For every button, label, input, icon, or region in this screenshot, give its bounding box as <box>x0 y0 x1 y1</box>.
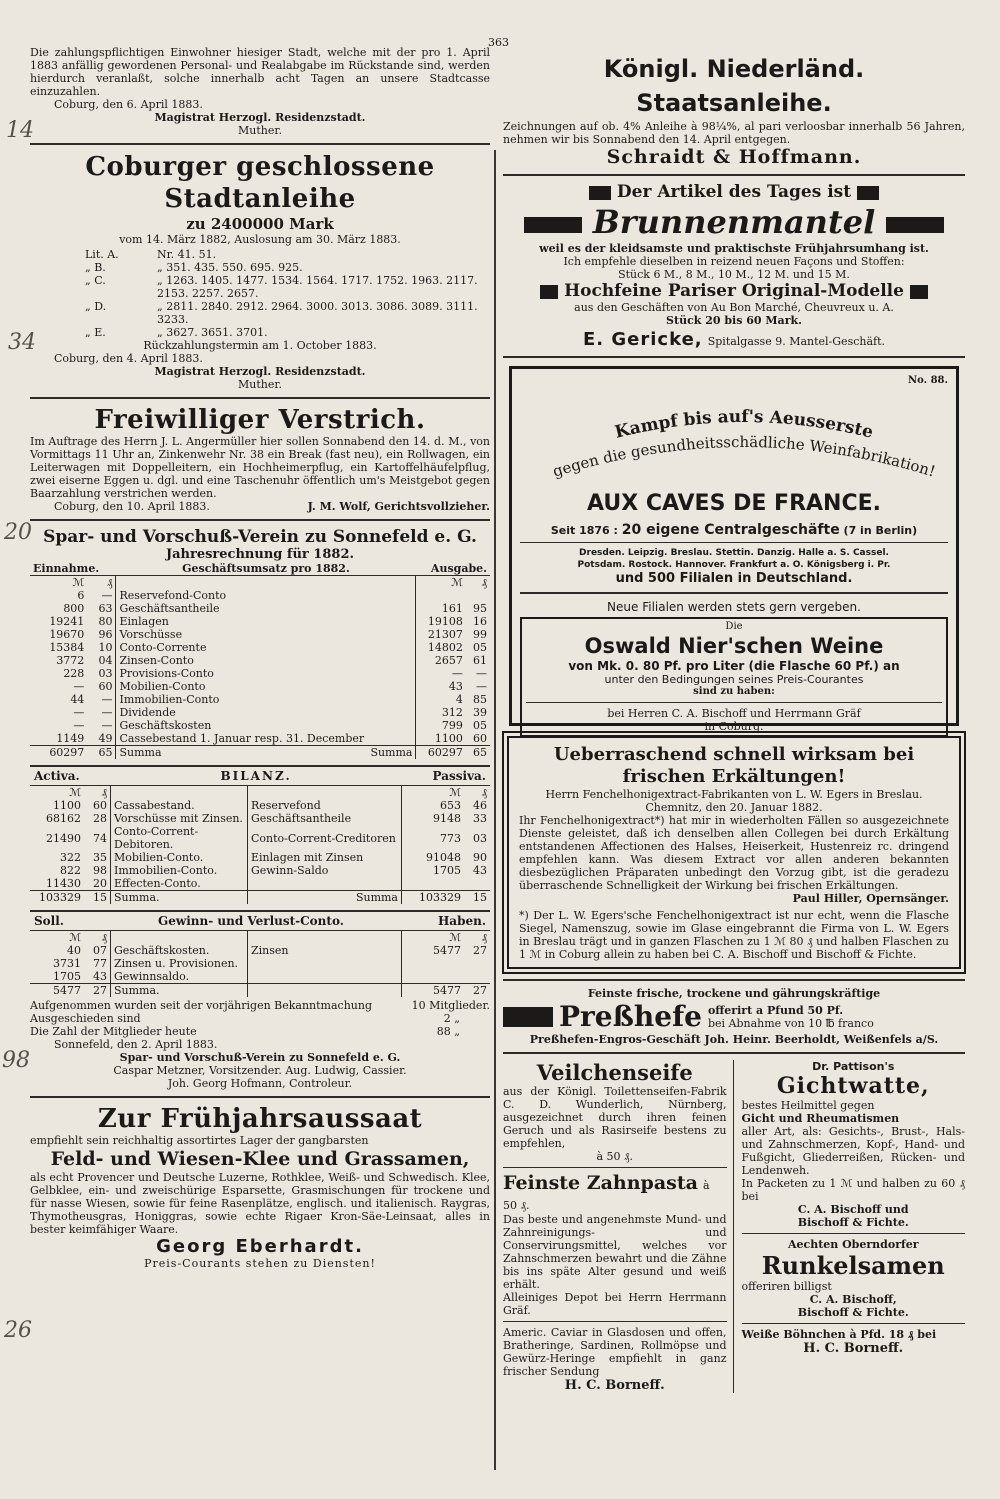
sum-cell: 27 <box>464 984 490 998</box>
sum-cell: 5477 <box>402 984 465 998</box>
member-line: Ausgeschieden sind 2 „ <box>30 1012 460 1025</box>
dutch-loan-title: Königl. Niederländ. Staatsanleihe. <box>603 55 865 117</box>
seed-subtitle: Feld- und Wiesen-Klee und Grassamen, <box>50 1148 470 1170</box>
auction-text: Im Auftrage des Herrn J. L. Angermüller hier sollen Sonnabend den 14. d. M., von Vormittags 11 Uhr an, Zinkenwehr Nr. 38 ein Break (fast neu), ein Rollwagen, ein Leiterwagen mit Doppelleitern, ein Hochheimerpflug, ein Kartoffelhäufelpflug, zwei eiserne Eggen u. dgl. und eine Taschenuhr öffentlich um's Meistgebot gegen Baarzahlung verstrichen werden. <box>30 435 490 500</box>
table-cell: 1705 <box>53 970 81 983</box>
gout-wool-bold: Gicht und Rheumatismen <box>741 1112 900 1125</box>
right-column <box>503 46 965 1393</box>
beet-seed-intro: Aechten Oberndorfer <box>787 1238 919 1251</box>
divider <box>30 1096 490 1098</box>
table-cell: 2657 <box>416 654 466 667</box>
coat-source: aus den Geschäften von Au Bon Marché, Cheuvreux u. A. <box>574 301 894 314</box>
table-cell: Geschäftskosten <box>116 719 416 732</box>
table-row <box>30 654 490 667</box>
income-header: Einnahme. <box>30 562 116 576</box>
wine-dealers: bei Herren C. A. Bischoff und Herrmann Gräf <box>607 707 861 720</box>
seed-footer: Preis-Courants stehen zu Diensten! <box>144 1257 376 1270</box>
table-cell: Einlagen mit Zinsen <box>248 851 402 864</box>
table-cell: 60 <box>473 732 487 745</box>
tax-notice <box>30 46 490 137</box>
table-cell <box>402 970 465 984</box>
divider <box>30 397 490 399</box>
table-cell <box>416 589 466 602</box>
table-cell: Cassebestand 1. Januar resp. 31. December <box>116 732 416 746</box>
toothpaste-title-line: Feinste Zahnpasta à 50 ₰. <box>503 1172 710 1212</box>
balance-table: ℳ ₰ ℳ ₰ 1100 60 Cassabestand. Reservefond 653 46 68162 28 Vorschüsse mit Zinsen. Geschäftsantheile 9148 33 21490 74 Conto-Corrent-Debitoren. Conto-Corrent-Creditoren 773 03 322 35 Mobilien-Conto. Einlagen mit Zinsen 91048 90 822 98 Immobilien-Conto. Gewinn-Saldo 1705 43 11430 20 Effecten-Conto. 103329 15 Summa. Summa 103329 15 <box>30 786 490 904</box>
city-loan-date: Coburg, den 4. April 1883. <box>54 352 203 365</box>
coat-ad <box>503 182 965 350</box>
beet-seed-ad <box>742 1238 966 1319</box>
table-cell: Vorschüsse mit Zinsen. <box>111 812 248 825</box>
table-cell <box>402 877 465 891</box>
table-cell <box>464 877 490 891</box>
table-cell <box>248 877 402 891</box>
divider <box>30 519 490 521</box>
table-cell: 46 <box>473 799 487 812</box>
table-cell: 39 <box>473 706 487 719</box>
fennel-title: Ueberraschend schnell wirksam bei frischen Erkältungen! <box>553 744 915 787</box>
table-cell: Mobilien-Conto <box>116 680 416 693</box>
table-cell: 15384 <box>49 641 85 654</box>
table-row <box>30 851 490 864</box>
gout-wool-text2: aller Art, als: Gesichts-, Brust-, Hals- und Zahnschmerzen, Kopf-, Hand- und Fußgicht, Gliederreißen, Rücken- und Lendenweh. <box>741 1125 965 1177</box>
divider <box>503 356 965 358</box>
table-cell: Geschäftskosten. <box>111 944 248 957</box>
sum-cell: 103329 <box>30 891 84 905</box>
gout-wool-firm: C. A. Bischoff und <box>797 1203 909 1216</box>
violet-soap-text: aus der Königl. Toilettenseifen-Fabrik C. D. Wunderlich, Nürnberg, ausgezeichnet durch ihren feinen Geruch und als Rasirseife bestens zu empfehlen, <box>503 1085 727 1150</box>
sum-label: Summa. <box>111 984 248 998</box>
table-row <box>30 970 490 984</box>
table-cell: Zinsen u. Provisionen. <box>111 957 248 970</box>
wine-conditions: unter den Bedingungen seines Preis-Courantes <box>604 673 864 686</box>
table-cell: — <box>101 693 113 706</box>
wine-brand: AUX CAVES DE FRANCE. <box>587 491 881 516</box>
table-cell: Effecten-Conto. <box>111 877 248 891</box>
table-row <box>30 732 490 746</box>
coat-firm: E. Gericke, Spitalgasse 9. Mantel-Geschäft. <box>582 329 886 350</box>
table-cell: 33 <box>473 812 487 825</box>
lot-row: „ D. „ 2811. 2840. 2912. 2964. 3000. 3013. 3086. 3089. 3111. 3233. <box>85 300 478 326</box>
profit-loss-table: ℳ ₰ ℳ ₰ 40 07 Geschäftskosten. Zinsen 5477 27 3731 77 Zinsen u. Provisionen. 1705 43 Gewinnsaldo. 5477 27 Summa. 5477 27 <box>30 931 490 997</box>
margin-note: 98 <box>2 1048 30 1073</box>
divider <box>503 979 965 981</box>
city-loan-subtitle: vom 14. März 1882, Auslosung am 30. März 1883. <box>119 233 401 246</box>
balance-header: Activa. BILANZ. Passiva. <box>30 765 490 786</box>
auction-signature: J. M. Wolf, Gerichtsvollzieher. <box>307 500 490 513</box>
table-cell: 14802 <box>416 641 466 654</box>
caviar-text: Americ. Caviar in Glasdosen und offen, Bratheringe, Sardinen, Rollmöpse und Gewürz-Heringe empfiehlt in ganz frischer Sendung <box>503 1326 727 1378</box>
table-cell: Mobilien-Conto. <box>111 851 248 864</box>
violet-soap-title: Veilchenseife <box>536 1060 693 1085</box>
sum-label: Summa <box>248 891 402 905</box>
divider <box>520 542 948 543</box>
city-loan-notice <box>30 151 490 391</box>
dutch-loan-firm: Schraidt & Hoffmann. <box>606 146 862 168</box>
beet-seed-firm: Bischoff & Fichte. <box>797 1306 909 1319</box>
divider <box>503 1052 965 1054</box>
table-cell: Vorschüsse <box>116 628 416 641</box>
table-cell: 98 <box>93 864 107 877</box>
gout-wool-pack: In Packeten zu 1 ℳ und halben zu 60 ₰ bei <box>741 1177 965 1203</box>
beans-firm: H. C. Borneff. <box>803 1341 904 1356</box>
table-cell: 21307 <box>416 628 466 641</box>
table-cell: Einlagen <box>116 615 416 628</box>
table-cell: 20 <box>93 877 107 890</box>
beans-text: Weiße Böhnchen à Pfd. 18 ₰ bei <box>741 1328 937 1341</box>
wine-ad-arc-text <box>520 387 948 499</box>
table-cell: Provisions-Conto <box>116 667 416 680</box>
sum-label <box>248 984 402 998</box>
member-line: Aufgenommen wurden seit der vorjährigen Bekanntmachung 10 Mitglieder. <box>30 999 490 1012</box>
fennel-addressee: Herrn Fenchelhonigextract-Fabrikanten von L. W. Egers in Breslau. <box>545 788 923 801</box>
table-cell: 43 <box>93 970 107 983</box>
beet-seed-title: Runkelsamen <box>761 1251 945 1280</box>
yeast-firm: Preßhefen-Engros-Geschäft Joh. Heinr. Beerholdt, Weißenfels a/S. <box>529 1033 939 1046</box>
table-cell: 19670 <box>49 628 85 641</box>
table-cell <box>402 957 465 970</box>
table-cell: 74 <box>93 831 107 845</box>
table-row <box>30 864 490 877</box>
toothpaste-ad <box>503 1172 727 1317</box>
table-cell: Zinsen <box>248 944 402 957</box>
divider <box>520 592 948 594</box>
yeast-offer: offerirt a Pfund 50 Pf. <box>707 1003 844 1017</box>
sum-cell: 60297 <box>416 746 466 760</box>
lot-row: Lit. A. Nr. 41. 51. <box>85 248 217 261</box>
table-cell: Geschäftsantheile <box>116 602 416 615</box>
table-cell: 161 <box>416 602 466 615</box>
table-cell: 9148 <box>402 812 465 825</box>
gout-wool-ad <box>742 1060 966 1229</box>
table-cell: 1100 <box>53 799 81 812</box>
table-cell: 322 <box>60 851 81 864</box>
table-cell: — <box>101 706 113 719</box>
caviar-ad <box>503 1326 727 1393</box>
table-cell: 21490 <box>46 831 81 845</box>
table-row <box>30 957 490 970</box>
wine-cities: Dresden. Leipzig. Breslau. Stettin. Danzig. Halle a. S. Cassel. <box>579 548 889 558</box>
table-cell: 03 <box>473 831 487 845</box>
wine-ad-arc-line2: gegen die gesundheitsschädliche Weinfabrikation! <box>550 432 938 481</box>
savings-association <box>30 527 490 1090</box>
table-cell: 19108 <box>416 615 466 628</box>
margin-note: 26 <box>4 1318 32 1343</box>
table-cell: — <box>73 706 85 719</box>
small-ads <box>503 1060 965 1393</box>
table-cell: Conto-Corrente <box>116 641 416 654</box>
auction-title: Freiwilliger Verstrich. <box>94 405 426 435</box>
profit-loss-header: Soll. Gewinn- und Verlust-Conto. Haben. <box>30 910 490 931</box>
coat-prices: Stück 6 M., 8 M., 10 M., 12 M. und 15 M. <box>618 268 850 281</box>
toothpaste-depot: Alleiniges Depot bei Herrn Herrmann Gräf. <box>503 1291 727 1317</box>
yeast-title: Preßhefe <box>559 1000 702 1033</box>
table-cell: Immobilien-Conto <box>116 693 416 706</box>
table-cell: 4 <box>416 693 466 706</box>
association-subtitle: Jahresrechnung für 1882. <box>165 547 355 562</box>
table-cell: 1100 <box>416 732 466 746</box>
table-cell: 1705 <box>402 864 465 877</box>
wine-ad <box>509 366 959 733</box>
gout-wool-maker: Dr. Pattison's <box>812 1060 895 1073</box>
beet-seed-offer: offeriren billigst <box>741 1280 832 1293</box>
tax-notice-signature: Magistrat Herzogl. Residenzstadt. <box>154 111 366 124</box>
table-cell: 43 <box>473 864 487 877</box>
table-cell: 77 <box>93 957 107 970</box>
table-cell: 85 <box>473 693 487 706</box>
table-cell: — <box>101 719 113 732</box>
sum-cell: 27 <box>84 984 111 998</box>
table-cell: 61 <box>473 654 487 667</box>
seed-title: Zur Frühjahrsaussaat <box>97 1104 423 1134</box>
margin-note: 14 <box>6 118 34 143</box>
unit-mark: ℳ <box>72 576 85 589</box>
margin-note: 34 <box>8 330 36 355</box>
wine-die: Die <box>725 621 743 632</box>
table-row <box>30 667 490 680</box>
table-cell: Geschäftsantheile <box>248 812 402 825</box>
table-cell: — <box>101 589 113 602</box>
annual-account-table <box>30 562 490 759</box>
gout-wool-firm: Bischoff & Fichte. <box>797 1216 909 1229</box>
caviar-firm: H. C. Borneff. <box>564 1378 665 1393</box>
table-cell: Cassabestand. <box>111 799 248 812</box>
table-row <box>30 719 490 732</box>
table-cell: 10 <box>98 641 113 654</box>
table-row <box>30 706 490 719</box>
table-row <box>30 812 490 825</box>
sum-label: Summa. <box>111 891 248 905</box>
dutch-loan-text: Zeichnungen auf ob. 4% Anleihe à 98¼%, al pari verloosbar innerhalb 56 Jahren, nehmen wir bis Sonnabend den 14. April entgegen. <box>503 120 965 146</box>
table-cell: Gewinn-Saldo <box>248 864 402 877</box>
table-cell: Dividende <box>116 706 416 719</box>
table-cell <box>464 970 490 984</box>
fennel-text: Ihr Fenchelhonigextract*) hat mir in wiederholten Fällen so ausgezeichnete Dienste geleistet, daß ich denselben allen Collegen bei durch Erkältung entstandenen Affectionen des Halses, Heiserkeit, Hustenreiz rc. dringend empfehlen kann. Was diesem Extract vor allen anderen bekannten diesbezüglichen Präparaten unbedingt den Vorzug gibt, ist die geradezu überraschende Schnelligkeit der Wirkung bei frischen Erkältungen. <box>519 814 949 892</box>
fennel-signature: Paul Hiller, Opernsänger. <box>792 892 949 905</box>
table-row <box>30 628 490 641</box>
gout-wool-title: Gichtwatte, <box>776 1073 930 1099</box>
table-cell: 800 <box>63 602 85 615</box>
city-loan-signature: Magistrat Herzogl. Residenzstadt. <box>154 365 366 378</box>
table-cell: 96 <box>98 628 113 641</box>
table-row <box>30 825 490 851</box>
table-row <box>30 615 490 628</box>
wine-ad-arc-line1: Kampf bis auf's Aeusserste <box>612 406 876 443</box>
table-cell: 95 <box>473 602 487 615</box>
left-column <box>30 46 490 1270</box>
dutch-loan-ad <box>503 52 965 168</box>
coat-models: Hochfeine Pariser Original-Modelle <box>503 281 965 301</box>
sum-cell: 65 <box>466 746 490 760</box>
table-cell: 60 <box>98 680 113 693</box>
table-row <box>30 589 490 602</box>
association-officers: Caspar Metzner, Vorsitzender. Aug. Ludwig, Cassier. <box>113 1064 407 1077</box>
gout-wool-text: bestes Heilmittel gegen <box>741 1099 875 1112</box>
tax-notice-signer: Muther. <box>238 124 282 137</box>
seed-intro: empfiehlt sein reichhaltig assortirtes Lager der gangbarsten <box>30 1134 369 1147</box>
table-row <box>30 944 490 957</box>
violet-soap-ad <box>503 1060 727 1163</box>
city-loan-signer: Muther. <box>238 378 282 391</box>
lot-row: „ C. „ 1263. 1405. 1477. 1534. 1564. 1717. 1752. 1963. 2117. 2153. 2257. 2657. <box>85 274 478 300</box>
seed-text: als echt Provencer und Deutsche Luzerne, Rothklee, Weiß- und Schwedisch. Klee, Gelbklee, ein- und zweischürige Esparsette, Grasmischungen für trockene und für nasse Wiesen, sowie für feine Rasenplätze, englisch. und italienisch. Raygras, Thymotheusgras, Honiggras, sowie echte Rigaer Kron-Säe-Leinsaat, alles in bester keimfähiger Waare. <box>30 1171 490 1236</box>
sum-label: Summa Summa <box>116 746 416 760</box>
tax-notice-text: Die zahlungspflichtigen Einwohner hiesiger Stadt, welche mit der pro 1. April 1883 anfällig gewordenen Personal- und Realabgabe im Rückstande sind, werden hierdurch veranlaßt, solche innerhalb acht Tagen an unsere Stadtcasse einzuzahlen. <box>30 46 490 98</box>
unit-mark: ℳ <box>416 576 466 590</box>
table-cell: Reservefond-Conto <box>116 589 416 602</box>
yeast-offer-note: bei Abnahme von 10 ℔ franco <box>707 1016 874 1030</box>
seed-firm: Georg Eberhardt. <box>156 1236 364 1257</box>
sum-cell: 5477 <box>30 984 84 998</box>
lot-row: „ E. „ 3627. 3651. 3701. <box>85 326 268 339</box>
table-cell: 49 <box>98 732 113 745</box>
sum-cell: 65 <box>87 746 116 760</box>
coat-claim: weil es der kleidsamste und praktischste Frühjahrsumhang ist. <box>539 242 929 255</box>
expenses-header: Ausgabe. <box>416 562 490 576</box>
divider <box>503 174 965 176</box>
unit-pfennig: ₰ <box>106 576 113 589</box>
table-cell: 90 <box>473 851 487 864</box>
table-cell: 05 <box>473 641 487 654</box>
beans-ad <box>742 1328 966 1356</box>
table-cell: 40 <box>67 944 81 957</box>
table-cell: 822 <box>60 864 81 877</box>
city-loan-amount: zu 2400000 Mark <box>186 215 334 233</box>
lot-row: „ B. „ 351. 435. 550. 695. 925. <box>85 261 303 274</box>
coat-model-price: Stück 20 bis 60 Mark. <box>666 314 802 327</box>
auction-notice <box>30 405 490 513</box>
table-row <box>30 799 490 812</box>
table-cell: Conto-Corrent-Debitoren. <box>111 825 248 851</box>
table-cell <box>464 957 490 970</box>
table-cell: Conto-Corrent-Creditoren <box>248 825 402 851</box>
table-row <box>30 602 490 615</box>
table-cell: — <box>476 667 487 680</box>
association-date: Sonnefeld, den 2. April 1883. <box>54 1038 218 1051</box>
yeast-intro: Feinste frische, trockene und gährungskräftige <box>587 987 881 1000</box>
table-cell: — <box>416 667 466 680</box>
table-cell: — <box>73 719 85 732</box>
sum-cell: 103329 <box>402 891 465 905</box>
table-cell: 07 <box>93 944 107 957</box>
table-cell: 3772 <box>56 654 85 667</box>
tax-notice-date: Coburg, den 6. April 1883. <box>54 98 203 111</box>
table-cell: — <box>73 680 85 693</box>
table-cell: 5477 <box>402 944 465 957</box>
page-number: 363 <box>488 36 509 49</box>
table-cell <box>248 957 402 970</box>
association-controller: Joh. Georg Hofmann, Controleur. <box>167 1077 353 1090</box>
coat-title: Brunnenmantel <box>503 202 965 242</box>
table-cell: 80 <box>98 615 113 628</box>
table-cell: 799 <box>416 719 466 732</box>
table-cell: 773 <box>402 825 465 851</box>
wine-branches: und 500 Filialen in Deutschland. <box>615 571 853 586</box>
table-cell: 35 <box>93 851 107 864</box>
wine-name: Oswald Nier'schen Weine <box>584 634 884 658</box>
table-cell: 653 <box>402 799 465 812</box>
wine-available: sind zu haben: <box>693 686 775 697</box>
member-line: Die Zahl der Mitglieder heute 88 „ <box>30 1025 460 1038</box>
sum-cell: 15 <box>464 891 490 905</box>
unit-pfennig: ₰ <box>481 576 487 589</box>
table-row <box>30 693 490 706</box>
fennel-note: *) Der L. W. Egers'sche Fenchelhonigextract ist nur echt, wenn die Flasche Siegel, Namenszug, sowie im Glase eingebrannt die Firma von L. W. Egers in Breslau trägt und in ganzen Flaschen zu 1 ℳ 80 ₰ und halben Flaschen zu 1 ℳ in Coburg allein zu haben bei C. A. Bischoff und Bischoff & Fichte. <box>519 909 949 961</box>
wine-shops: Seit 1876 : 20 eigene Centralgeschäfte (7 in Berlin) <box>550 522 918 538</box>
table-cell <box>248 970 402 984</box>
toothpaste-text: Das beste und angenehmste Mund- und Zahnreinigungs- und Conservirungsmittel, welches vor Zahnschmerzen bewahrt und die Zähne bis ins späte Alter gesund und weiß erhält. <box>503 1213 727 1291</box>
city-loan-title: Coburger geschlossene Stadtanleihe <box>85 152 435 214</box>
table-cell: 43 <box>416 680 466 693</box>
table-cell: Reservefond <box>248 799 402 812</box>
table-cell: 1149 <box>56 732 85 745</box>
beet-seed-firm: C. A. Bischoff, <box>809 1293 897 1306</box>
margin-note: 20 <box>4 520 32 545</box>
table-cell: 68162 <box>46 812 81 825</box>
table-cell: 04 <box>98 654 113 667</box>
table-cell: 11430 <box>46 877 81 890</box>
table-row <box>30 877 490 891</box>
sum-cell: 60297 <box>30 746 87 760</box>
table-cell: 63 <box>98 602 113 615</box>
table-cell: 3731 <box>53 957 81 970</box>
table-cell: Zinsen-Conto <box>116 654 416 667</box>
table-cell: 60 <box>93 799 107 812</box>
table-cell: — <box>476 680 487 693</box>
coat-offer: Ich empfehle dieselben in reizend neuen Façons und Stoffen: <box>563 255 905 268</box>
auction-date: Coburg, den 10. April 1883. <box>54 500 210 513</box>
city-loan-repayment: Rückzahlungstermin am 1. October 1883. <box>143 339 377 352</box>
turnover-header: Geschäftsumsatz pro 1882. <box>116 562 416 576</box>
table-cell: 05 <box>473 719 487 732</box>
table-row <box>30 680 490 693</box>
wine-new-branches: Neue Filialen werden stets gern vergeben. <box>607 600 861 614</box>
table-cell: 03 <box>98 667 113 680</box>
seed-ad <box>30 1104 490 1270</box>
table-cell: 312 <box>416 706 466 719</box>
yeast-ad <box>503 987 965 1046</box>
divider <box>30 143 490 145</box>
table-cell: 91048 <box>402 851 465 864</box>
association-signature: Spar- und Vorschuß-Verein zu Sonnefeld e. G. <box>119 1051 401 1064</box>
table-cell: Gewinnsaldo. <box>111 970 248 984</box>
table-cell: 27 <box>473 944 487 957</box>
association-title: Spar- und Vorschuß-Verein zu Sonnefeld e. G. <box>43 527 477 547</box>
table-cell: 228 <box>63 667 85 680</box>
sum-cell: 15 <box>84 891 111 905</box>
table-cell: 6 <box>77 589 85 602</box>
table-cell: 19241 <box>49 615 85 628</box>
svg-text:gegen die gesundheitsschädlich <box>551 433 938 481</box>
ad-number: No. 88. <box>908 375 948 386</box>
table-cell <box>466 589 490 602</box>
table-cell: Immobilien-Conto. <box>111 864 248 877</box>
coat-intro: Der Artikel des Tages ist <box>503 182 965 202</box>
violet-soap-price: à 50 ₰. <box>596 1150 634 1163</box>
table-row <box>30 641 490 654</box>
fennel-date: Chemnitz, den 20. Januar 1882. <box>645 801 823 814</box>
wine-price: von Mk. 0. 80 Pf. pro Liter (die Flasche 60 Pf.) an <box>568 659 900 673</box>
fennel-honey-ad <box>507 736 961 969</box>
wine-cities: Potsdam. Rostock. Hannover. Frankfurt a. O. Königsberg i. Pr. <box>577 560 891 570</box>
table-cell: 28 <box>93 812 107 825</box>
table-cell: 99 <box>473 628 487 641</box>
table-cell: 16 <box>473 615 487 628</box>
column-divider <box>494 150 496 1470</box>
table-cell: 44 <box>70 693 85 706</box>
wine-city: in Coburg. <box>704 720 764 733</box>
